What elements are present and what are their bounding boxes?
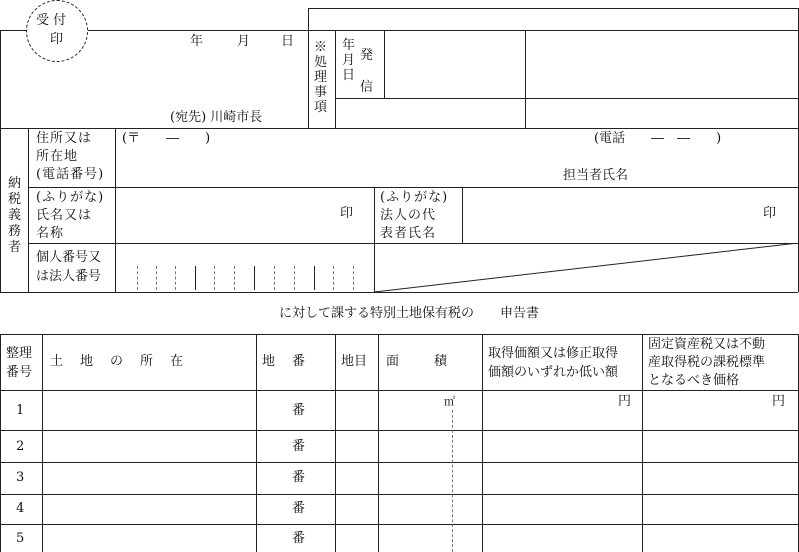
rule	[115, 128, 116, 292]
digit-divider	[175, 266, 176, 290]
digit-divider	[137, 266, 138, 290]
digit-divider	[353, 266, 354, 290]
rule	[0, 390, 798, 391]
stamp-seal-text: 印	[50, 32, 64, 47]
rule	[256, 334, 257, 552]
digit-divider	[294, 266, 295, 290]
rule	[0, 430, 798, 431]
seal-mark: 印	[340, 206, 354, 221]
lot-suffix: 番	[292, 501, 306, 516]
digit-divider	[254, 266, 255, 290]
name-label: (ふりがな) 氏名又は 名称	[36, 190, 105, 241]
col-location: 土 地 の 所 在	[50, 354, 186, 369]
price-unit: 円	[618, 394, 632, 409]
reception-stamp-circle	[26, 0, 88, 62]
digit-divider	[156, 266, 157, 290]
area-unit: ㎡	[444, 395, 455, 408]
lot-suffix: 番	[292, 439, 306, 454]
lot-suffix: 番	[292, 403, 306, 418]
digit-divider	[333, 266, 334, 290]
rule	[0, 128, 798, 129]
digit-divider	[234, 266, 235, 290]
rule	[642, 334, 643, 552]
rule	[308, 8, 309, 128]
postal-code: (〒 ― )	[122, 131, 211, 146]
rule	[335, 30, 336, 128]
phone-number: (電話 ― ― )	[594, 131, 722, 146]
digit-divider	[214, 266, 215, 290]
col-area: 面 積	[386, 354, 451, 369]
rule	[0, 30, 798, 31]
decimal-divider	[452, 410, 453, 552]
col-price: 取得価額又は修正取得 価額のいずれか低い額	[488, 346, 619, 380]
row-number: 5	[16, 531, 25, 546]
stamp-top-text: 受 付	[36, 13, 67, 28]
rule	[378, 334, 379, 552]
digit-divider	[195, 266, 196, 290]
digit-divider	[314, 266, 315, 290]
rep-seal-mark: 印	[763, 206, 777, 221]
assessment-unit: 円	[772, 394, 786, 409]
rule	[28, 187, 798, 188]
rule	[525, 30, 526, 128]
sent-label: 発信	[359, 48, 373, 95]
rule	[384, 30, 385, 98]
row-number: 4	[16, 501, 25, 516]
row-number: 3	[16, 470, 25, 485]
address-label: 住所又は 所在地 (電話番号)	[36, 131, 105, 182]
rule	[482, 334, 483, 552]
digit-divider	[274, 266, 275, 290]
col-lot: 地 番	[262, 354, 308, 369]
rule	[42, 334, 43, 552]
rule	[308, 8, 798, 9]
date-year: 年	[190, 34, 204, 49]
col-number: 整理 番号	[6, 346, 33, 380]
number-label: 個人番号又 は法人番号	[36, 250, 102, 284]
taxpayer-label: 納税義務者	[7, 176, 21, 255]
rule	[0, 462, 798, 463]
contact-person-label: 担当者氏名	[563, 168, 629, 183]
rule	[28, 128, 29, 292]
rule	[0, 334, 798, 335]
rule	[462, 187, 463, 243]
row-number: 1	[16, 403, 25, 418]
processing-label: ※処理事項	[313, 40, 327, 115]
rule	[0, 30, 1, 292]
diagonal-line	[374, 243, 798, 293]
form-title: に対して課する特別土地保有税の 申告書	[279, 306, 540, 321]
row-number: 2	[16, 439, 25, 454]
rule	[335, 98, 798, 99]
date-day: 日	[281, 34, 295, 49]
rule	[0, 334, 1, 552]
date-month: 月	[237, 34, 251, 49]
rule	[335, 334, 336, 552]
dated-label: 年月日	[341, 38, 355, 83]
rule	[0, 494, 798, 495]
col-assessment: 固定資産税又は不動 産取得税の課税標準 となるべき価格	[648, 337, 766, 388]
lot-suffix: 番	[292, 470, 306, 485]
addressee: (宛先) 川崎市長	[170, 110, 263, 125]
lot-suffix: 番	[292, 531, 306, 546]
col-category: 地目	[341, 354, 368, 369]
representative-label: (ふりがな) 法人の代 表者氏名	[380, 190, 449, 241]
rule	[0, 524, 798, 525]
